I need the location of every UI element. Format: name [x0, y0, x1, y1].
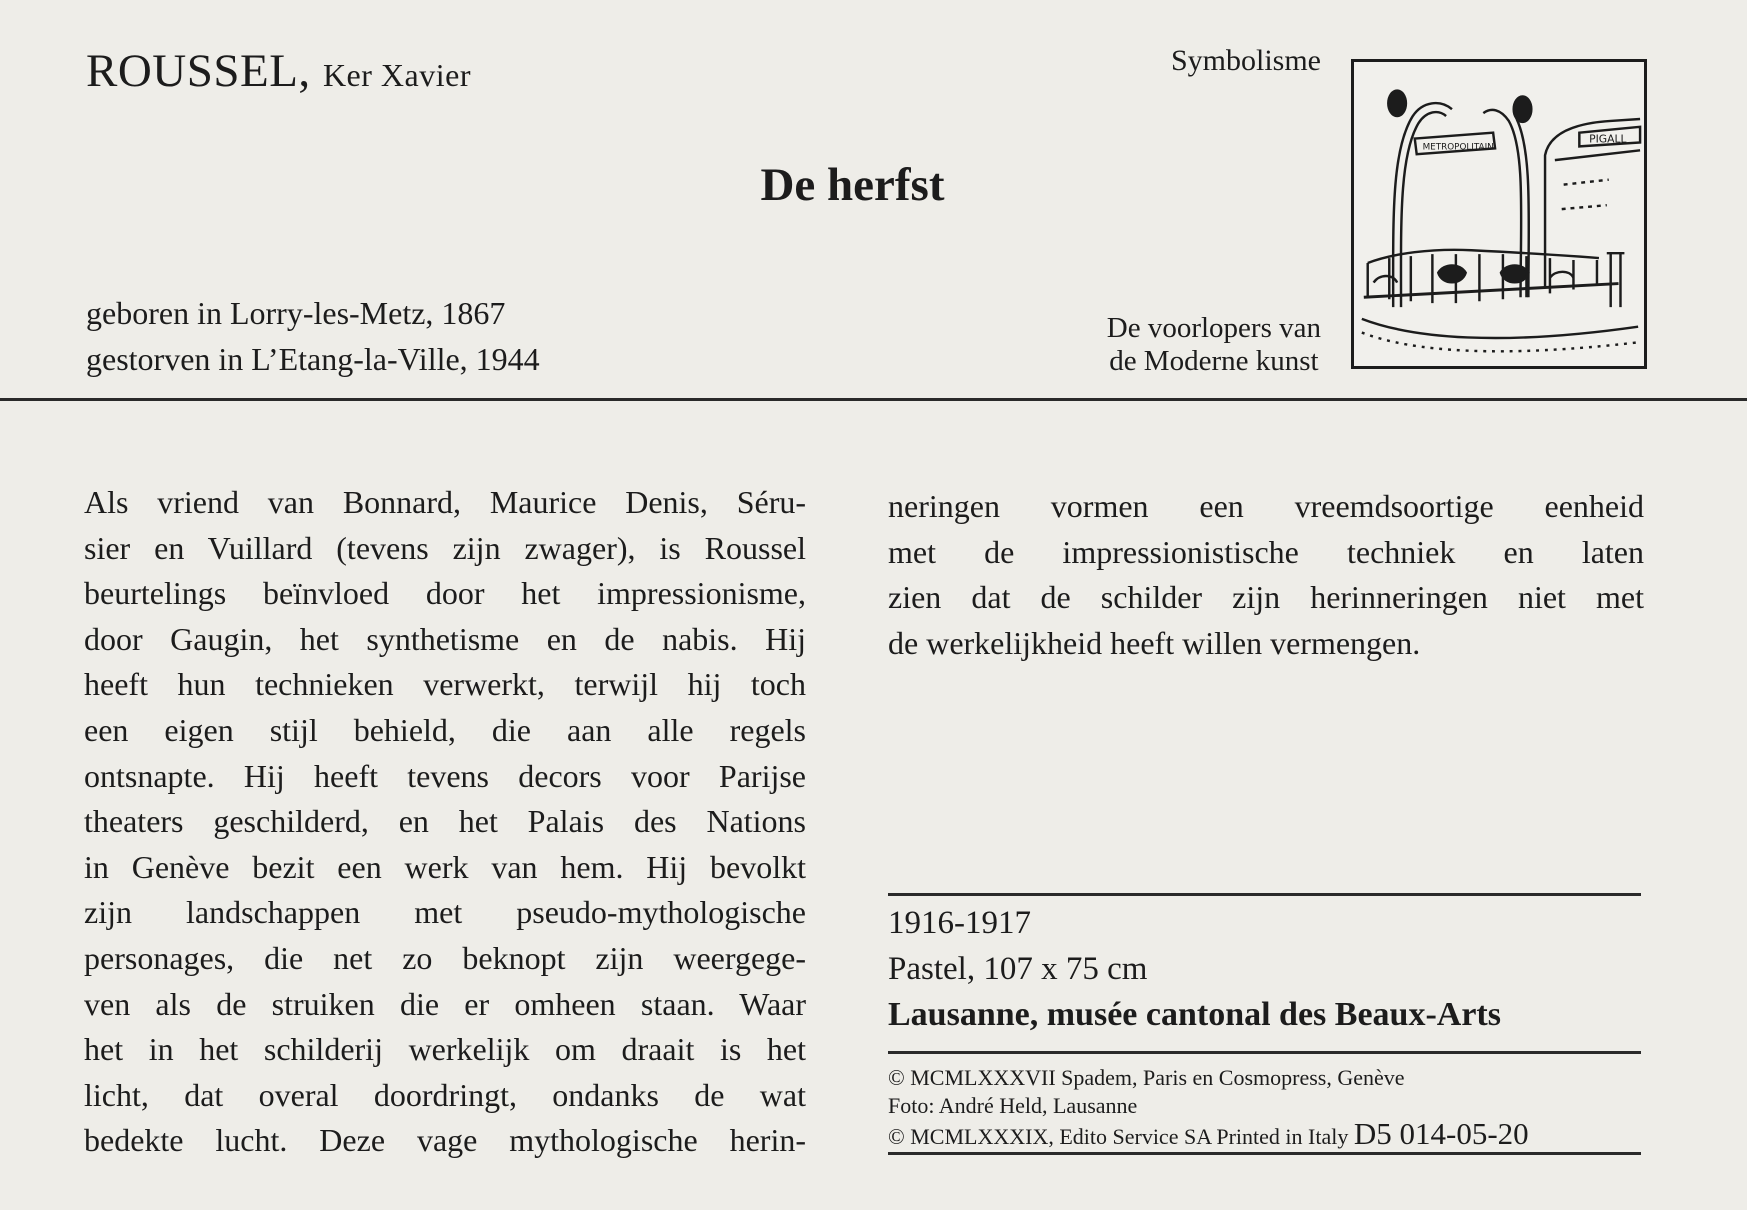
- artwork-info-bottom-rule: [888, 1152, 1641, 1155]
- artwork-info-top-rule: [888, 893, 1641, 896]
- text-line: een eigen stijl behield, die aan alle regels: [84, 711, 806, 748]
- artist-firstname: Ker Xavier: [322, 57, 471, 93]
- text-line: door Gaugin, het synthetisme en de nabis. Hij: [84, 620, 806, 657]
- text-line: zijn landschappen met pseudo-mythologische: [84, 894, 806, 931]
- artwork-medium: Pastel, 107 x 75 cm: [888, 951, 1148, 987]
- credit-printer-text: © MCMLXXXIX, Edito Service SA Printed in Italy: [888, 1124, 1349, 1149]
- text-line: sier en Vuillard (tevens zijn zwager), is Roussel: [84, 529, 806, 566]
- text-line: bedekte lucht. Deze vage mythologische herin-: [84, 1122, 806, 1159]
- birth-line: geboren in Lorry-les-Metz, 1867: [86, 295, 506, 331]
- artwork-info-middle-rule: [888, 1051, 1641, 1054]
- header-divider: [0, 398, 1747, 401]
- credit-photo: Foto: André Held, Lausanne: [888, 1093, 1138, 1118]
- artwork-date: 1916-1917: [888, 905, 1031, 941]
- text-line: beurtelings beïnvloed door het impressionisme,: [84, 575, 806, 612]
- credit-printer: [888, 1116, 1643, 1151]
- text-line: met de impressionistische techniek en laten: [888, 533, 1644, 570]
- artist-name: [86, 44, 471, 98]
- metro-entrance-drawing-icon: [1351, 59, 1647, 369]
- death-line: gestorven in L’Etang-la-Ville, 1944: [86, 341, 540, 377]
- text-line: ontsnapte. Hij heeft tevens decors voor Parijse: [84, 757, 806, 794]
- series-line-2: de Moderne kunst: [1109, 345, 1319, 377]
- text-line: heeft hun technieken verwerkt, terwijl hij toch: [84, 666, 806, 703]
- body-text-right-column: [888, 484, 1644, 666]
- artist-surname: ROUSSEL,: [86, 45, 311, 97]
- text-line: in Genève bezit een werk van hem. Hij bevolkt: [84, 848, 806, 885]
- artwork-location: Lausanne, musée cantonal des Beaux-Arts: [888, 996, 1501, 1033]
- text-line: personages, die net zo beknopt zijn weergege-: [84, 939, 806, 976]
- series-line-1: De voorlopers van: [1106, 312, 1321, 344]
- text-line: zien dat de schilder zijn herinneringen niet met: [888, 579, 1644, 616]
- text-line: de werkelijkheid heeft willen vermengen.: [888, 624, 1421, 661]
- body-text-left-column: [84, 480, 806, 1164]
- text-line: neringen vormen een vreemdsoortige eenheid: [888, 488, 1644, 524]
- text-line: ven als de struiken die er omheen staan. Waar: [84, 985, 806, 1022]
- credits: [888, 1064, 1643, 1151]
- artwork-info: [888, 900, 1643, 1038]
- series-name: [1107, 312, 1321, 378]
- text-line: theaters geschilderd, en het Palais des Nations: [84, 803, 806, 840]
- artist-life-dates: [86, 290, 540, 382]
- text-line: het in het schilderij werkelijk om draait is het: [84, 1031, 806, 1068]
- svg-text:PIGALL: PIGALL: [1589, 132, 1627, 146]
- svg-text:METROPOLITAIN: METROPOLITAIN: [1422, 142, 1494, 153]
- art-movement: Symbolisme: [1170, 44, 1321, 77]
- artwork-title: De herfst: [760, 159, 945, 211]
- card-code: D5 014-05-20: [1353, 1116, 1529, 1151]
- text-line: licht, dat overal doordringt, ondanks de wat: [84, 1076, 806, 1113]
- text-line: Als vriend van Bonnard, Maurice Denis, Séru-: [84, 484, 806, 520]
- credit-copyright: © MCMLXXXVII Spadem, Paris en Cosmopress, Genève: [888, 1065, 1405, 1090]
